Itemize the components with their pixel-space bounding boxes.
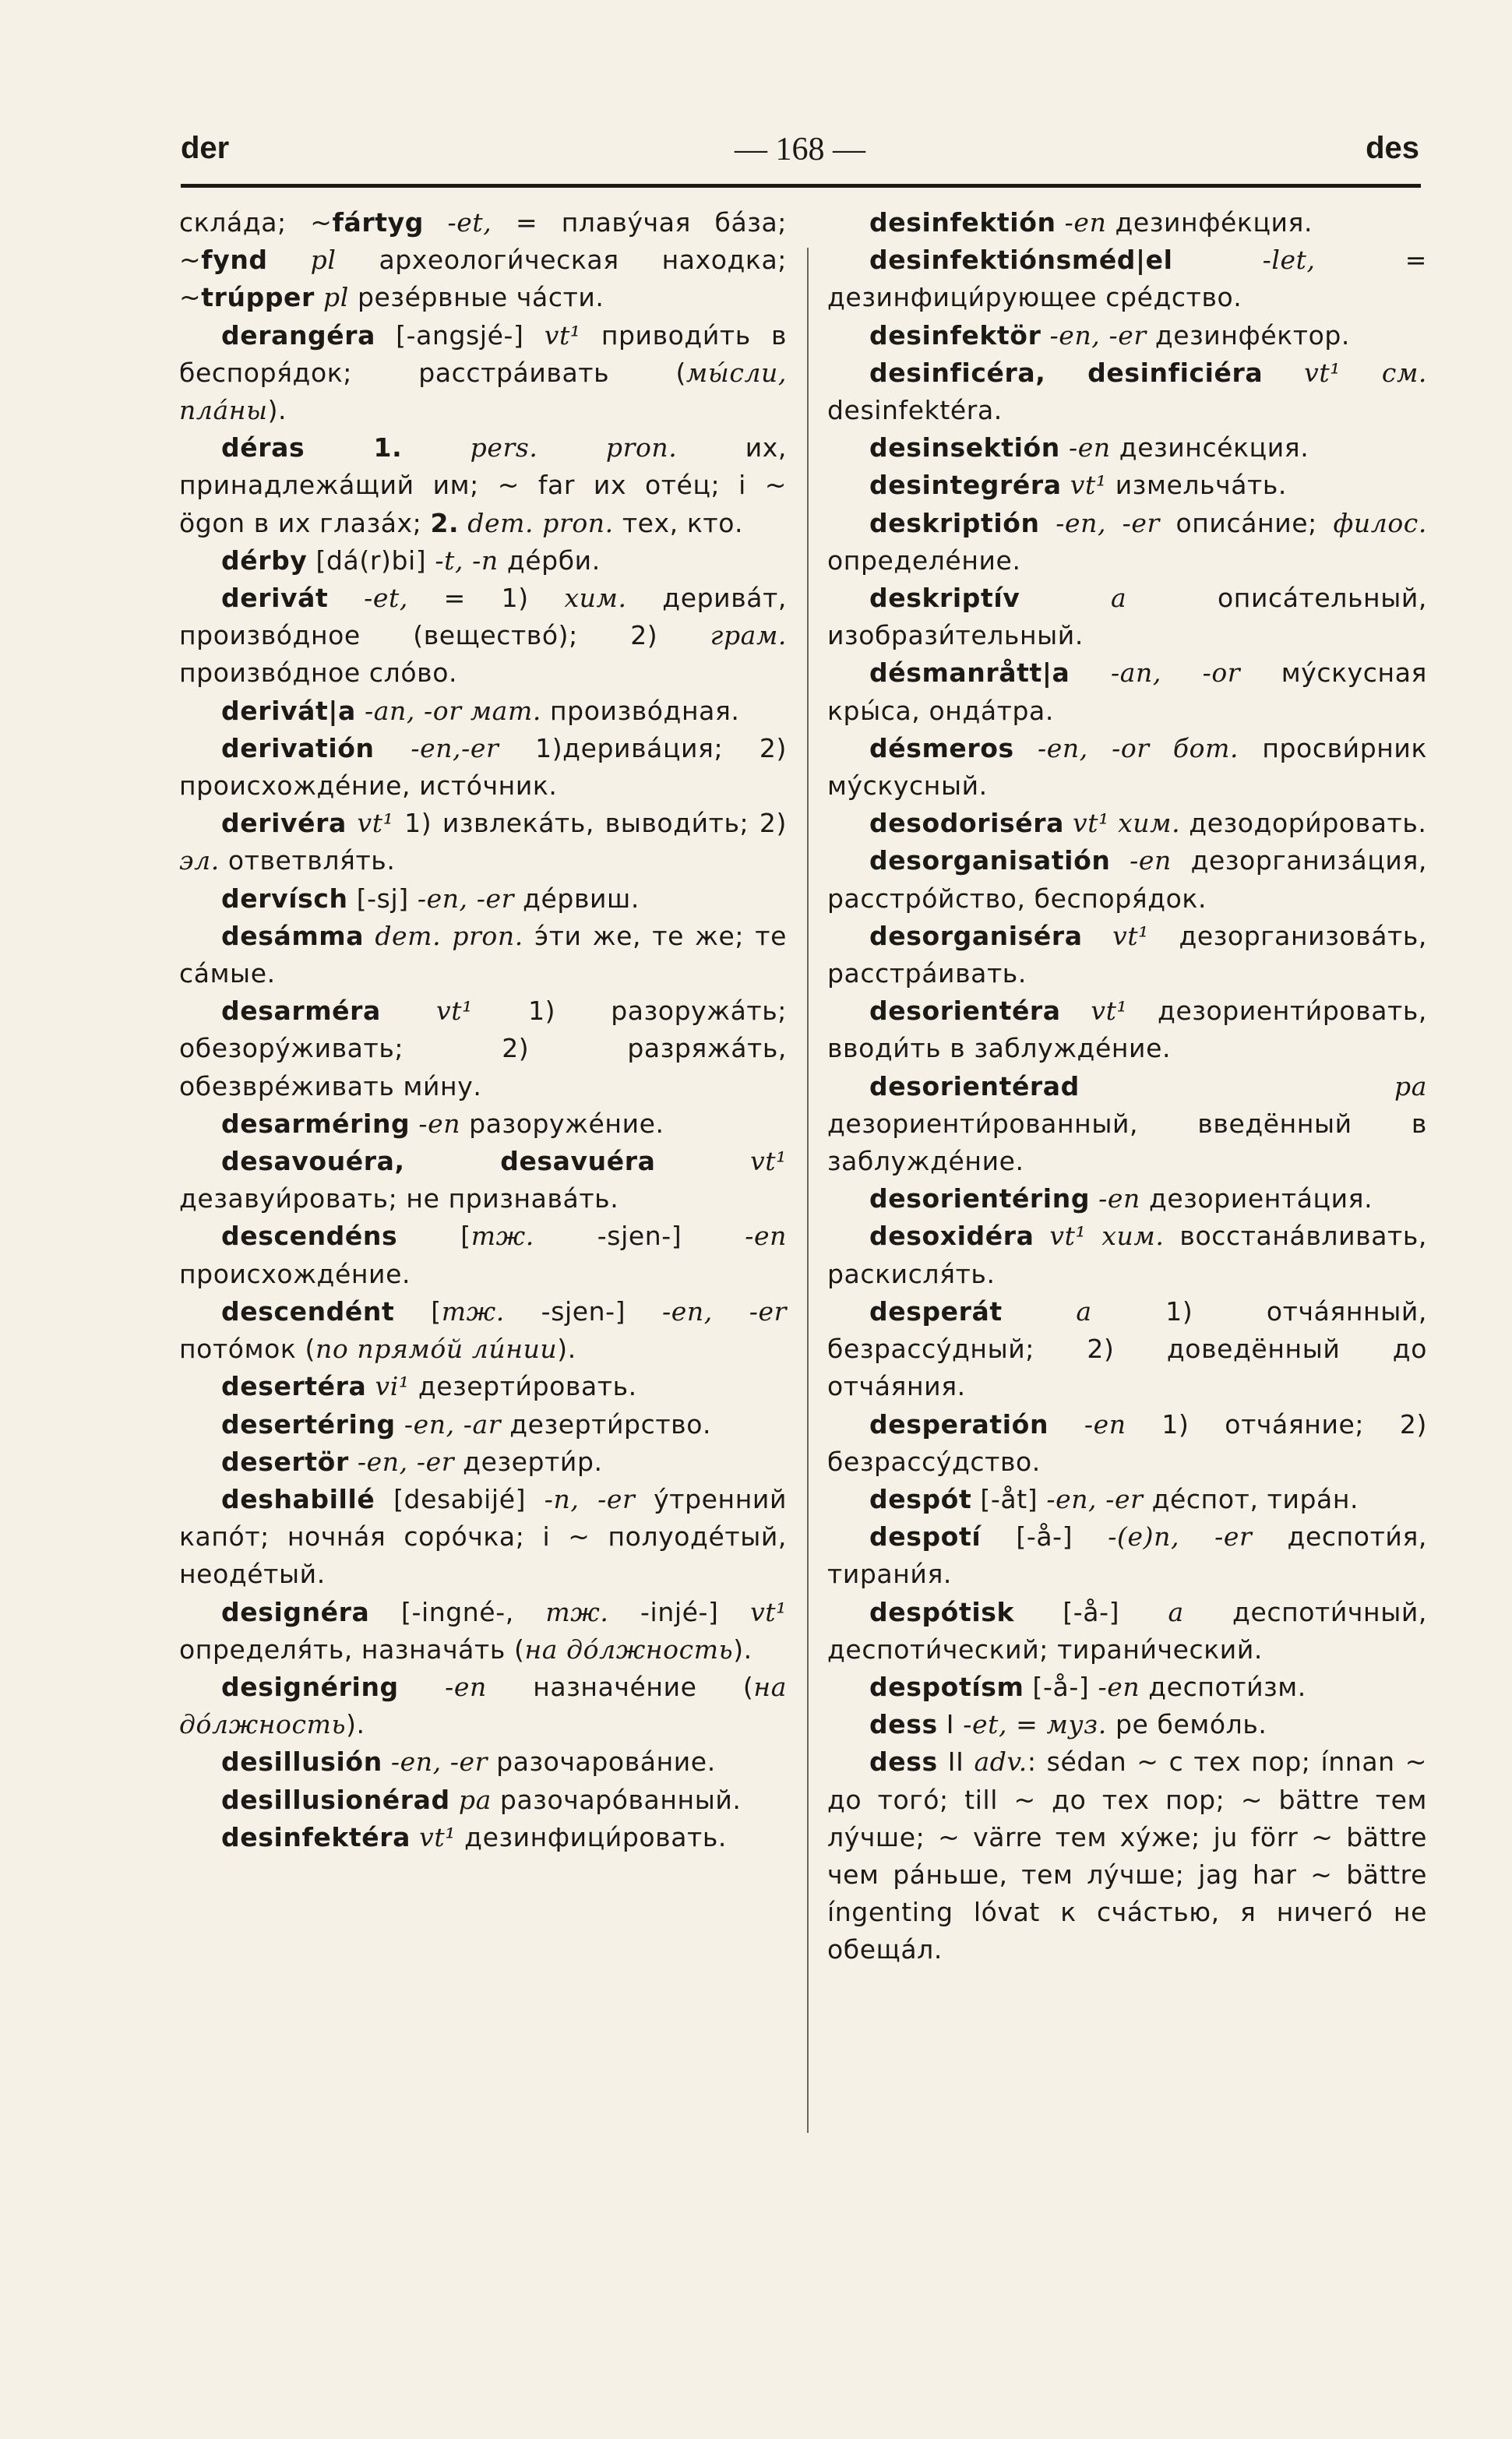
entry-grammar-note: на дóлжность — [524, 1634, 734, 1665]
entry-headword: dess — [869, 1746, 938, 1778]
entry-headword: desinficéra, desinficiéra — [869, 357, 1264, 388]
entry-headword: desinfektión — [869, 207, 1056, 238]
entry-text: 1) извлекáть, выводи́ть; 2) — [404, 808, 787, 839]
entry-headword: désmeros — [869, 732, 1014, 763]
entry-text: -injé-] — [608, 1596, 751, 1627]
entry-grammar-note: -en, -er — [382, 1746, 488, 1778]
entry-text: дезинсéкция. — [1110, 432, 1309, 463]
entry-text: склáда; ~ — [179, 207, 333, 238]
dictionary-entry — [827, 505, 1427, 580]
entry-text: ). — [557, 1334, 576, 1365]
entry-text: ре бемóль. — [1106, 1709, 1267, 1740]
dictionary-entry — [827, 467, 1427, 504]
dictionary-entry — [179, 1293, 787, 1368]
entry-headword: derivéra — [221, 808, 347, 839]
dictionary-entry — [179, 693, 787, 730]
dictionary-entry — [179, 542, 787, 580]
entry-grammar-note: -en, -er — [662, 1295, 787, 1327]
entry-grammar-note: -en — [1059, 432, 1111, 463]
entry-headword: deskriptív — [869, 583, 1020, 614]
dictionary-entry — [179, 204, 787, 317]
entry-text: определéние. — [827, 545, 1021, 576]
entry-grammar-note: vt¹ — [1082, 920, 1179, 951]
entry-text: [-åt] — [971, 1483, 1047, 1514]
entry-grammar-note: -en — [1049, 1408, 1126, 1440]
entry-text: археологи́ческая находка; ~ — [179, 245, 787, 313]
entry-text: происхождéние. — [179, 1258, 411, 1289]
entry-grammar-note: -en — [1098, 1671, 1140, 1702]
entry-text: дéспот, тирáн. — [1143, 1483, 1359, 1514]
entry-grammar-note: pa — [1079, 1070, 1427, 1101]
entry-headword: desarméra — [221, 996, 381, 1027]
entry-grammar-note: -en — [398, 1671, 487, 1702]
entry-headword: fynd — [201, 245, 268, 276]
entry-text: назначéние ( — [486, 1671, 754, 1702]
dictionary-entry — [179, 1105, 787, 1143]
dictionary-entry — [827, 1218, 1427, 1292]
entry-grammar-note: vt¹ хим. — [1063, 808, 1181, 839]
entry-text: [-å-] — [981, 1521, 1108, 1553]
entry-grammar-note: pl — [314, 282, 358, 313]
dictionary-entry — [827, 730, 1427, 805]
entry-text: [desabijé] — [375, 1483, 545, 1514]
entry-grammar-note: -en — [745, 1221, 787, 1252]
entry-grammar-note: муз. — [1046, 1709, 1107, 1740]
entry-headword: désmanrått|a — [869, 657, 1070, 689]
dictionary-entry — [827, 654, 1427, 729]
entry-text: II — [937, 1746, 975, 1778]
entry-headword: despótisk — [869, 1596, 1015, 1627]
entry-headword: designéra — [221, 1596, 370, 1627]
dictionary-entry — [827, 580, 1427, 654]
dictionary-entry — [179, 429, 787, 542]
left-column — [179, 204, 787, 1856]
entry-grammar-note: -an, -or мат. — [355, 695, 541, 726]
dictionary-entry — [179, 880, 787, 918]
entry-text: дезорганизáция, расстрóйство, беспоря́док. — [827, 845, 1427, 914]
entry-text: тех, кто. — [613, 507, 744, 538]
entry-grammar-note: тж. — [441, 1295, 505, 1327]
dictionary-entry — [827, 241, 1427, 316]
entry-headword: desintegréra — [869, 470, 1062, 501]
entry-grammar-note: -en,-er — [374, 732, 536, 763]
entry-text: дезавуи́ровать; не признавáть. — [179, 1183, 619, 1214]
dictionary-entry — [827, 1743, 1427, 1968]
entry-text: [-ingné-, — [369, 1596, 546, 1627]
entry-headword: dérby — [221, 545, 308, 576]
entry-text: ). — [267, 395, 287, 426]
entry-text: [dá(r)bi] — [307, 545, 435, 576]
entry-text: дезориенти́рованный, введённый в заблуждéние. — [827, 1108, 1427, 1177]
entry-headword: despotí — [869, 1521, 982, 1553]
entry-text: 1) отчáяние; 2) безрассýдство. — [827, 1408, 1427, 1477]
entry-grammar-note: a — [1020, 583, 1218, 614]
entry-grammar-note: -et, — [963, 1709, 1017, 1740]
header-right-guideword: des — [1366, 131, 1419, 165]
entry-text: desinfektéra. — [827, 395, 1003, 426]
entry-text: I — [937, 1709, 964, 1740]
dictionary-entry — [827, 429, 1427, 467]
dictionary-entry — [179, 1443, 787, 1481]
entry-text: дезориентáция. — [1140, 1183, 1373, 1214]
entry-grammar-note: -et, — [423, 207, 516, 238]
dictionary-entry — [179, 580, 787, 693]
dictionary-entry — [827, 1293, 1427, 1406]
entry-grammar-note: хим. — [564, 583, 627, 614]
dictionary-entry — [827, 1406, 1427, 1481]
entry-text: просви́рник мýскусный. — [827, 732, 1427, 802]
entry-headword: derivát|a — [221, 695, 356, 726]
entry-headword: desinfektör — [869, 319, 1041, 351]
page-header — [181, 131, 1419, 178]
entry-text: произвóдное слóво. — [179, 657, 458, 689]
entry-text: = — [1016, 1709, 1047, 1740]
entry-text: = дезинфици́рующее срéдство. — [827, 245, 1427, 313]
entry-text: восстанáвливать, раскисля́ть. — [827, 1221, 1427, 1289]
entry-grammar-note: a — [1002, 1295, 1166, 1327]
entry-text: деспоти́зм. — [1140, 1671, 1306, 1702]
entry-grammar-note: adv. — [974, 1746, 1027, 1778]
dictionary-entry — [827, 317, 1427, 354]
entry-grammar-note: dem. pron. — [364, 920, 523, 951]
dictionary-entry — [179, 317, 787, 430]
entry-grammar-note: эл. — [179, 845, 220, 876]
entry-grammar-note: a — [1168, 1596, 1233, 1627]
entry-headword: trúpper — [201, 282, 315, 313]
entry-grammar-note: vi¹ — [366, 1371, 418, 1402]
dictionary-entry — [827, 842, 1427, 917]
entry-grammar-note: vt¹ — [380, 996, 529, 1027]
entry-grammar-note: -en, -er — [417, 883, 514, 914]
entry-headword: desillusionérad — [221, 1784, 450, 1815]
entry-grammar-note: -en — [1090, 1183, 1140, 1214]
entry-text: дезерти́рство. — [501, 1408, 712, 1440]
entry-text: разочарóванный. — [491, 1784, 742, 1815]
entry-grammar-note: pers. pron. — [402, 432, 678, 463]
entry-text: деспоти́чный, деспоти́ческий; тирани́ческий. — [827, 1596, 1427, 1665]
entry-headword: dervísch — [221, 883, 348, 914]
entry-text: [-å-] — [1014, 1596, 1168, 1627]
entry-grammar-note: -en — [410, 1108, 461, 1139]
dictionary-entry — [827, 1068, 1427, 1181]
entry-grammar-note: -en, -er — [348, 1446, 455, 1477]
entry-text: 1) отчáянный, безрассýдный; 2) доведённый до отчáяния. — [827, 1295, 1427, 1402]
entry-grammar-note: -en, -er — [1046, 1483, 1144, 1514]
entry-grammar-note: vt¹ — [1061, 470, 1115, 501]
entry-headword: designéring — [221, 1671, 399, 1702]
dictionary-entry — [179, 1782, 787, 1819]
entry-headword: fártyg — [332, 207, 424, 238]
entry-headword: desorientérad — [869, 1070, 1080, 1101]
entry-headword: descendént — [221, 1295, 395, 1327]
entry-text: разочаровáние. — [488, 1746, 716, 1778]
entry-headword: desinsektión — [869, 432, 1060, 463]
entry-headword: desperát — [869, 1295, 1003, 1327]
dictionary-entry — [827, 354, 1427, 429]
dictionary-entry — [827, 1180, 1427, 1218]
entry-headword: desperatión — [869, 1408, 1049, 1440]
entry-text: ). — [733, 1634, 752, 1665]
entry-grammar-note: тж. — [545, 1596, 609, 1627]
entry-grammar-note: -et, — [328, 583, 444, 614]
entry-text: описáтельный, изобрази́тельный. — [827, 583, 1427, 651]
entry-grammar-note: pa — [449, 1784, 492, 1815]
entry-text: -sjen-] — [534, 1221, 745, 1252]
entry-text: 1)деривáция; 2) происхождéние, истóчник. — [179, 732, 787, 802]
entry-headword: derivát — [221, 583, 329, 614]
entry-text: деривáт, произвóдное (веществó); 2) — [179, 583, 787, 651]
entry-grammar-note: -(e)n, -er — [1108, 1521, 1253, 1553]
entry-text: мýскусная кры́са, ондáтра. — [827, 657, 1428, 726]
dictionary-entry — [179, 1743, 787, 1781]
dictionary-entry — [179, 1368, 787, 1405]
dictionary-entry — [827, 1669, 1427, 1706]
dictionary-entry — [827, 1518, 1427, 1593]
entry-headword: desavouéra, desavuéra — [221, 1146, 656, 1177]
entry-grammar-note: мы́сли, плáны — [179, 357, 787, 426]
entry-grammar-note: -n, -er — [544, 1483, 636, 1514]
entry-text: э́ти же, те же; те сáмые. — [179, 920, 787, 989]
entry-text: : sédan ~ с тех пор; ínnan ~ до тогó; till ~ до тех пор; ~ bättre тем лýчше; ~ värre тем хýже; ju förr ~ bättre чем рáньше, тем лýчше; jag har ~ bättre íngenting lóvat к счáстью, я ничегó не обещáл. — [827, 1746, 1427, 1965]
entry-headword: desodoriséra — [869, 808, 1064, 839]
right-column — [827, 204, 1427, 1969]
entry-headword: derivatión — [221, 732, 375, 763]
entry-headword: dess — [869, 1709, 938, 1740]
entry-headword: desinfektéra — [221, 1821, 411, 1852]
dictionary-entry — [179, 1819, 787, 1856]
entry-grammar-note: -t, -n — [435, 545, 499, 576]
entry-text: дезинфéкция. — [1106, 207, 1313, 238]
entry-grammar-note: vt¹ — [1060, 996, 1158, 1027]
dictionary-entry — [179, 992, 787, 1105]
entry-grammar-note: -an, -or — [1070, 657, 1241, 689]
entry-text: их, принадлежáщий им; ~ far их отéц; i ~ ögon в их глазáх; — [179, 432, 788, 538]
entry-grammar-note: vt¹ — [411, 1821, 465, 1852]
entry-grammar-note: тж. — [471, 1221, 534, 1252]
entry-headword: deskriptión — [869, 507, 1040, 538]
entry-text: дезодори́ровать. — [1180, 808, 1427, 839]
entry-text: [-sj] — [347, 883, 418, 914]
entry-grammar-note: -en, -er — [1039, 507, 1160, 538]
entry-text: приводи́ть в беспоря́док; расстрáивать ( — [179, 319, 788, 388]
entry-grammar-note: -let, — [1172, 245, 1405, 276]
entry-text: ýтренний капóт; ночнáя сорóчка; i ~ полуодéтый, неодéтый. — [179, 1483, 787, 1590]
entry-headword: desinfektiónsméd|el — [869, 245, 1173, 276]
entry-grammar-note: vt¹ хим. — [1034, 1221, 1165, 1252]
entry-grammar-note: vt¹ — [750, 1596, 787, 1627]
entry-text: дезорганизовáть, расстрáивать. — [827, 920, 1427, 989]
dictionary-entry — [179, 1218, 787, 1292]
entry-text: [-angsjé-] — [375, 319, 545, 351]
entry-text: дезинфици́ровать. — [464, 1821, 728, 1852]
entry-grammar-note: pl — [267, 245, 379, 276]
entry-text: дéрвиш. — [513, 883, 640, 914]
entry-headword: déras 1. — [221, 432, 403, 463]
dictionary-entry — [179, 1143, 787, 1218]
dictionary-entry — [827, 805, 1427, 842]
entry-grammar-note: vt¹ — [346, 808, 405, 839]
entry-grammar-note: dem. pron. — [459, 507, 614, 538]
entry-headword: desoxidéra — [869, 1221, 1034, 1252]
entry-text: деспоти́я, тирани́я. — [827, 1521, 1428, 1590]
entry-text: ответвля́ть. — [219, 845, 396, 876]
entry-headword: 2. — [430, 507, 460, 538]
entry-text: резéрвные чáсти. — [357, 282, 604, 313]
entry-text: 1) разоружáть; обезорýживать; 2) разряжáть, обезврéживать ми́ну. — [179, 996, 787, 1101]
entry-grammar-note: филос. — [1333, 507, 1427, 538]
entry-headword: desorientéring — [869, 1183, 1091, 1214]
entry-text: дéрби. — [498, 545, 601, 576]
entry-grammar-note: -en — [1056, 207, 1107, 238]
entry-text: ). — [346, 1709, 365, 1740]
entry-grammar-note: vt¹ — [544, 319, 581, 351]
dictionary-entry — [827, 1594, 1427, 1669]
column-divider — [807, 248, 809, 2133]
dictionary-entry — [179, 918, 787, 992]
entry-text: дезерти́р. — [454, 1446, 603, 1477]
entry-text: [ — [394, 1295, 442, 1327]
dictionary-entry — [827, 992, 1427, 1067]
entry-headword: desertéring — [221, 1408, 396, 1440]
entry-text: [ — [397, 1221, 471, 1252]
entry-headword: desertéra — [221, 1371, 367, 1402]
header-left-guideword: der — [181, 131, 230, 165]
entry-text: дезинфéктор. — [1146, 319, 1351, 351]
entry-text: = плавýчая бáза; ~ — [179, 207, 787, 276]
entry-grammar-note: грам. — [710, 620, 787, 651]
dictionary-entry — [827, 1706, 1427, 1743]
entry-grammar-note: -en, -ar — [395, 1408, 502, 1440]
dictionary-entry — [179, 730, 787, 805]
entry-text: разоружéние. — [460, 1108, 664, 1139]
entry-headword: desorientéra — [869, 996, 1061, 1027]
dictionary-entry — [179, 1669, 787, 1743]
entry-grammar-note: vt¹ см. — [1263, 357, 1427, 388]
entry-headword: desarméring — [221, 1108, 411, 1139]
entry-text: = 1) — [443, 583, 565, 614]
entry-headword: desorganisatión — [869, 845, 1111, 876]
dictionary-entry — [179, 1594, 787, 1669]
page-number: — 168 — — [735, 132, 865, 167]
entry-text: [-å-] — [1024, 1671, 1098, 1702]
entry-grammar-note: на дóлжность — [179, 1671, 787, 1740]
header-rule — [181, 184, 1421, 188]
entry-text: дезерти́ровать. — [418, 1371, 637, 1402]
entry-headword: despót — [869, 1483, 972, 1514]
entry-text: описáние; — [1159, 507, 1334, 538]
entry-headword: desertör — [221, 1446, 349, 1477]
entry-grammar-note: -en, -er — [1041, 319, 1147, 351]
dictionary-entry — [179, 1406, 787, 1443]
entry-headword: derangéra — [221, 319, 375, 351]
entry-text: потóмок ( — [179, 1334, 315, 1365]
entry-headword: despotísm — [869, 1671, 1024, 1702]
dictionary-entry — [827, 204, 1427, 241]
entry-text: измельчáть. — [1115, 470, 1287, 501]
entry-grammar-note: по прямóй ли́нии — [315, 1334, 558, 1365]
entry-grammar-note: -en — [1110, 845, 1172, 876]
entry-text: -sjen-] — [504, 1295, 663, 1327]
entry-headword: descendéns — [221, 1221, 398, 1252]
entry-grammar-note: vt¹ — [655, 1146, 787, 1177]
dictionary-entry — [827, 918, 1427, 992]
entry-text: произвóдная. — [541, 695, 740, 726]
dictionary-entry — [179, 1481, 787, 1594]
entry-headword: desámma — [221, 920, 365, 951]
entry-headword: desillusión — [221, 1746, 382, 1778]
entry-text: определя́ть, назначáть ( — [179, 1634, 525, 1665]
entry-text: дезориенти́ровать, вводи́ть в заблуждéние. — [827, 996, 1427, 1064]
entry-grammar-note: -en, -or бот. — [1013, 732, 1239, 763]
dictionary-entry — [827, 1481, 1427, 1518]
entry-headword: deshabillé — [221, 1483, 375, 1514]
entry-headword: desorganiséra — [869, 920, 1083, 951]
dictionary-entry — [179, 805, 787, 879]
